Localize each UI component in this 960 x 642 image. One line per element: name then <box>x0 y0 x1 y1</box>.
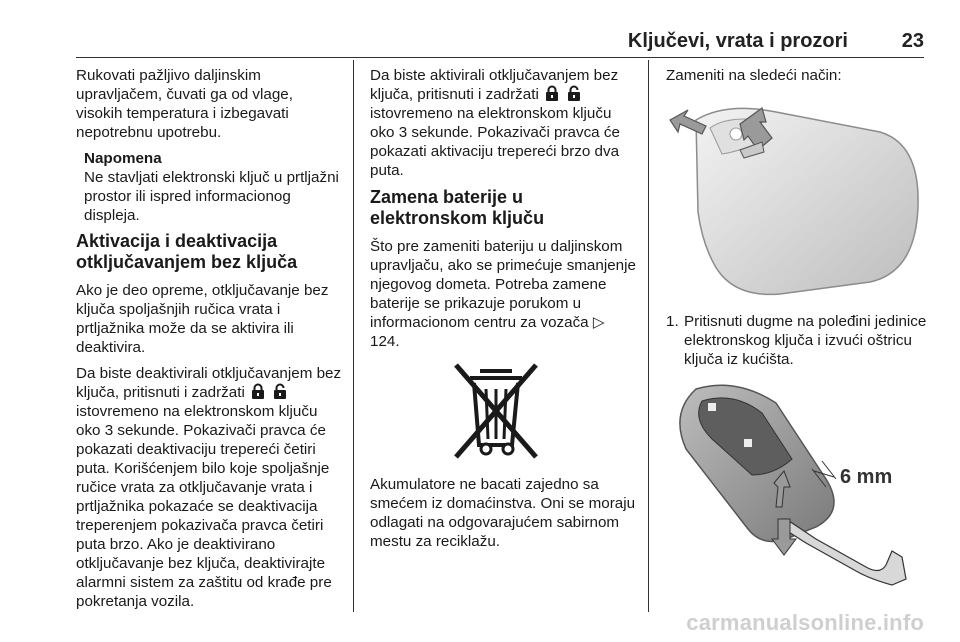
column-3 <box>666 66 928 597</box>
page-reference: 124. <box>370 333 400 350</box>
column-divider <box>353 60 354 612</box>
watermark: carmanualsonline.info <box>686 610 924 635</box>
text: Da biste deaktivirali otključavanjem bez ključa, pritisnuti i zadržati <box>76 365 342 401</box>
paragraph <box>370 66 636 180</box>
paragraph: Akumulatore ne bacati zajedno sa smećem iz domaćinstva. Oni se moraju odlagati na odgovarajućem sabirnom mestu za reciklažu. <box>370 476 636 550</box>
text: Da biste aktivirali otključavanjem bez ključa, pritisnuti i zadržati <box>370 67 619 103</box>
paragraph <box>370 237 636 351</box>
header-rule <box>76 57 924 58</box>
column-2 <box>370 66 636 558</box>
unlock-button-icon <box>744 439 752 447</box>
note-title: Napomena <box>84 150 162 167</box>
page-reference-arrow-icon: ▷ <box>592 314 605 331</box>
lock-open-icon <box>567 85 581 102</box>
text: istovremeno na elektronskom ključu oko 3 sekunde. Pokazivači pravca će pokazati deaktivaciju trepereći četiri puta. Korišćenjem bilo koje spoljašnje ručice vrata za otključavanje vrata i prtljažnika pokazaće se deaktivacija treperenjem pokazivača pravca četiri puta brzo. Ako je deaktivirano otključavanje bez ključa, deaktivirajte alarmni sistem za zaštitu od krađe pre pokretanja vozila. <box>76 403 332 610</box>
column-divider <box>648 60 649 612</box>
page-header <box>0 0 960 60</box>
paragraph <box>76 364 342 611</box>
paragraph: Rukovati pažljivo daljinskim upravljačem, čuvati ga od vlage, visokih temperatura i izbegavati nepotrebnu upotrebu. <box>76 67 293 141</box>
lock-open-icon <box>273 383 287 400</box>
page-number: 23 <box>901 30 924 52</box>
section-title: Ključevi, vrata i prozori <box>627 30 848 52</box>
lock-closed-icon <box>545 85 559 102</box>
crossed-bin-icon <box>446 359 546 463</box>
lock-closed-icon <box>251 383 265 400</box>
text: istovremeno na elektronskom ključu oko 3 sekunde. Pokazivači pravca će pokazati aktivaciju trepereći brzo dva puta. <box>370 105 620 179</box>
paragraph: Ako je deo opreme, otključavanje bez ključa spoljašnjih ručica vrata i prtljažnika može da se aktivira ili deaktivira. <box>76 282 329 356</box>
text: Što pre zameniti bateriju u daljinskom upravljaču, ako se primećuje smanjenje njegovog dometa. Potreba zamene baterije se prikazuje porukom u informacionom centru za vozača <box>370 238 636 331</box>
heading: Zamena baterije u elektronskom ključu <box>370 187 545 228</box>
list-item <box>666 312 928 369</box>
key-fob-back-illustration <box>666 92 926 304</box>
heading: Aktivacija i deaktivacija otključavanjem bez ključa <box>76 231 298 272</box>
steps-list <box>666 312 928 369</box>
lock-button-icon <box>708 403 716 411</box>
step-number: 1. <box>666 313 679 330</box>
key-blade-removal-illustration <box>666 379 926 597</box>
note-text: Ne stavljati elektronski ključ u prtljažni prostor ili ispred informacionog displeja. <box>84 169 339 224</box>
paragraph: Zameniti na sledeći način: <box>666 67 842 84</box>
note <box>84 149 342 225</box>
column-1 <box>76 66 342 618</box>
step-text: Pritisnuti dugme na poleđini jedinice elektronskog ključa i izvući oštricu ključa iz kućišta. <box>684 313 927 368</box>
dimension-label: 6 mm <box>840 466 893 488</box>
